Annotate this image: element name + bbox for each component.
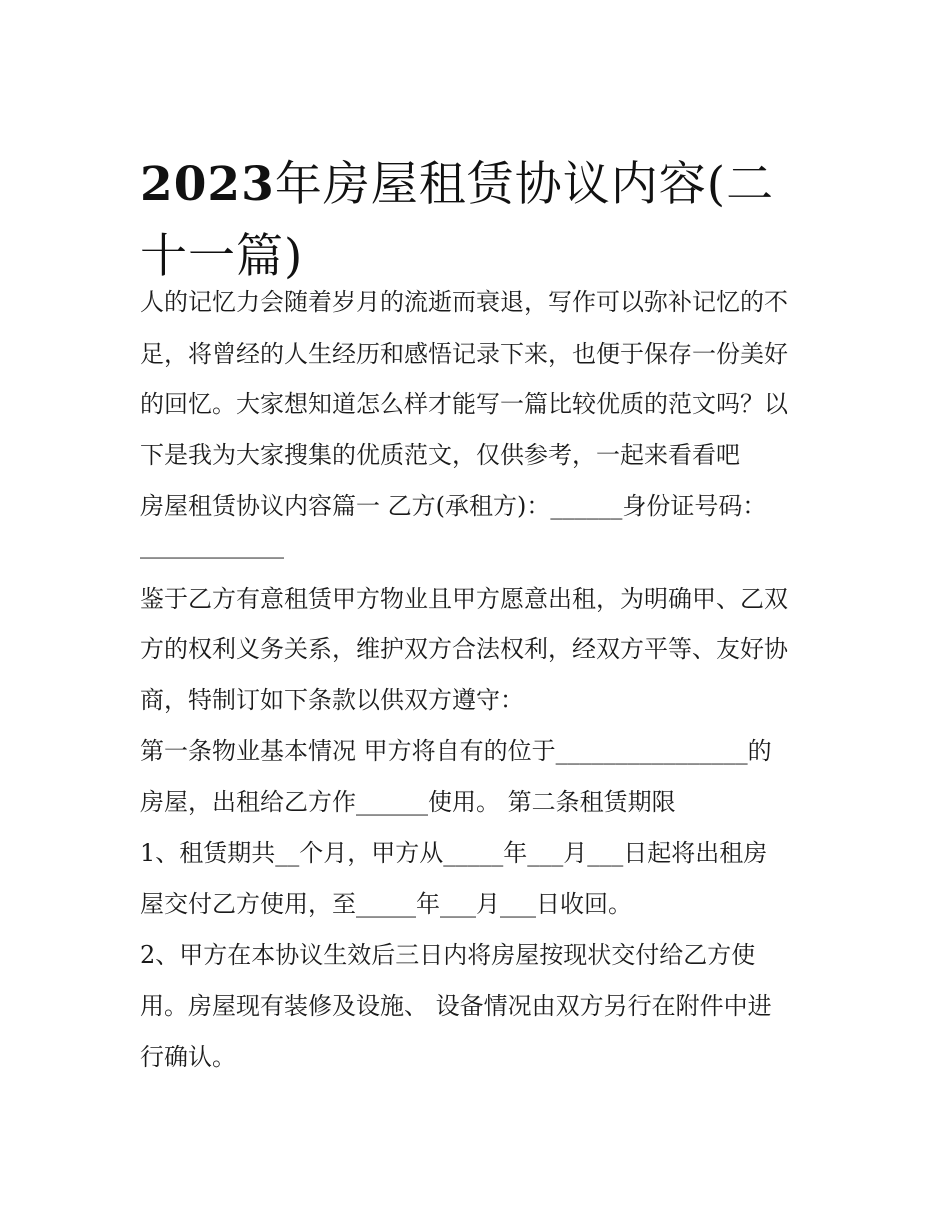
body-line: 足，将曾经的人生经历和感悟记录下来，也便于保存一份美好 xyxy=(140,340,788,368)
title-year: 2023 xyxy=(140,157,275,213)
body-line: 第一条物业基本情况 甲方将自有的位于________________的 xyxy=(140,737,772,765)
body-line: 用。房屋现有装修及设施、 设备情况由双方另行在附件中进 xyxy=(140,992,772,1020)
body-line: 行确认。 xyxy=(140,1043,236,1071)
body-line: 2、甲方在本协议生效后三日内将房屋按现状交付给乙方使 xyxy=(140,941,756,969)
body-line: 1、租赁期共__个月，甲方从_____年___月___日起将出租房 xyxy=(140,839,768,867)
body-line: 房屋，出租给乙方作______使用。 第二条租赁期限 xyxy=(140,788,676,816)
body-line: ____________ xyxy=(140,531,284,559)
body-line: 屋交付乙方使用，至_____年___月___日收回。 xyxy=(140,890,632,918)
body-line: 人的记忆力会随着岁月的流逝而衰退，写作可以弥补记忆的不 xyxy=(140,288,788,316)
body-line: 鉴于乙方有意租赁甲方物业且甲方愿意出租，为明确甲、乙双 xyxy=(140,585,788,613)
title-text-line2: 十一篇) xyxy=(140,229,304,285)
body-line: 的回忆。大家想知道怎么样才能写一篇比较优质的范文吗？以 xyxy=(140,390,788,418)
body-line: 商，特制订如下条款以供双方遵守： xyxy=(140,686,524,714)
body-line: 方的权利义务关系，维护双方合法权利，经双方平等、友好协 xyxy=(140,635,788,663)
body-line: 下是我为大家搜集的优质范文，仅供参考，一起来看看吧 xyxy=(140,441,740,469)
document-title xyxy=(140,149,820,293)
title-text-line1: 年房屋租赁协议内容(二 xyxy=(274,157,775,213)
body-line: 房屋租赁协议内容篇一 乙方(承租方)：______身份证号码： xyxy=(140,492,767,520)
